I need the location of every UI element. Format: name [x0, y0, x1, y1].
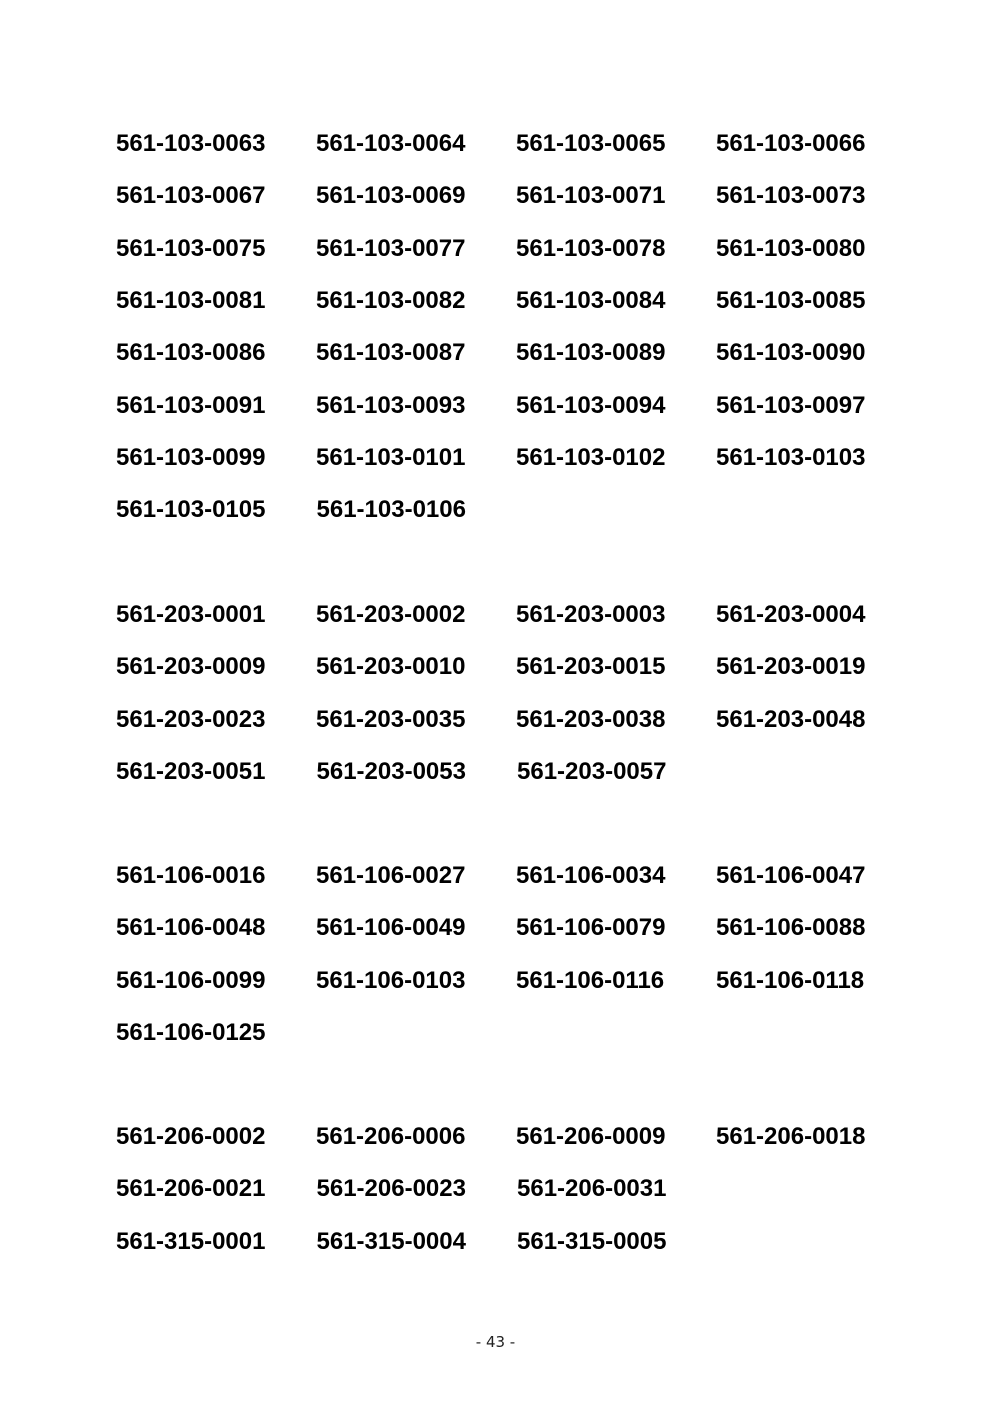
code-row	[116, 641, 916, 693]
parcel-code: 561-103-0075	[116, 234, 266, 262]
parcel-code: 561-103-0066	[716, 130, 866, 158]
parcel-code: 561-203-0038	[516, 705, 666, 733]
parcel-code: 561-103-0084	[516, 287, 666, 315]
code-row	[116, 170, 916, 222]
parcel-code: 561-103-0091	[116, 391, 266, 419]
parcel-code: 561-103-0097	[716, 391, 866, 419]
code-row	[116, 432, 916, 484]
parcel-code: 561-103-0085	[716, 287, 866, 315]
parcel-code: 561-106-0088	[716, 914, 866, 942]
parcel-code: 561-206-0009	[516, 1123, 666, 1151]
parcel-code: 561-103-0099	[116, 443, 266, 471]
parcel-code: 561-103-0102	[516, 443, 666, 471]
parcel-code: 561-103-0103	[716, 443, 866, 471]
code-row	[116, 275, 916, 327]
parcel-code: 561-103-0077	[316, 234, 466, 262]
parcel-code: 561-106-0027	[316, 862, 466, 890]
parcel-code: 561-103-0089	[516, 339, 666, 367]
code-group-561-206-315	[116, 1111, 916, 1268]
parcel-code: 561-103-0101	[316, 443, 466, 471]
code-row	[116, 902, 916, 954]
parcel-code: 561-206-0031	[517, 1175, 667, 1203]
parcel-code: 561-206-0002	[116, 1123, 266, 1151]
parcel-code: 561-315-0005	[517, 1227, 667, 1255]
parcel-code: 561-103-0065	[516, 130, 666, 158]
parcel-code: 561-203-0035	[316, 705, 466, 733]
page-number: - 43 -	[475, 1333, 516, 1351]
parcel-code: 561-203-0004	[716, 601, 866, 629]
code-row	[116, 746, 916, 798]
code-row	[116, 955, 916, 1007]
parcel-code: 561-203-0002	[316, 601, 466, 629]
parcel-code: 561-103-0105	[116, 496, 266, 524]
code-row	[116, 589, 916, 641]
parcel-code: 561-106-0034	[516, 862, 666, 890]
parcel-code: 561-203-0019	[716, 653, 866, 681]
parcel-code: 561-203-0009	[116, 653, 266, 681]
code-row	[116, 223, 916, 275]
code-group-561-203	[116, 589, 916, 798]
code-row	[116, 484, 916, 536]
parcel-code: 561-206-0023	[316, 1175, 466, 1203]
parcel-code: 561-103-0081	[116, 287, 266, 315]
parcel-code: 561-103-0071	[516, 182, 666, 210]
code-row	[116, 1163, 916, 1215]
code-row	[116, 327, 916, 379]
parcel-code: 561-106-0079	[516, 914, 666, 942]
parcel-code: 561-103-0090	[716, 339, 866, 367]
parcel-code: 561-203-0023	[116, 705, 266, 733]
parcel-code: 561-106-0125	[116, 1019, 266, 1047]
parcel-code: 561-103-0106	[316, 496, 466, 524]
parcel-code: 561-203-0010	[316, 653, 466, 681]
parcel-code: 561-106-0049	[316, 914, 466, 942]
parcel-code: 561-106-0048	[116, 914, 266, 942]
parcel-code: 561-203-0057	[517, 758, 667, 786]
parcel-code: 561-103-0078	[516, 234, 666, 262]
parcel-code: 561-103-0067	[116, 182, 266, 210]
parcel-code: 561-103-0086	[116, 339, 266, 367]
code-group-561-103	[116, 118, 916, 536]
parcel-code: 561-106-0116	[516, 966, 665, 994]
code-row	[116, 1007, 916, 1059]
parcel-code: 561-103-0082	[316, 287, 466, 315]
parcel-code: 561-206-0018	[716, 1123, 866, 1151]
parcel-code: 561-106-0047	[716, 862, 866, 890]
parcel-code: 561-206-0021	[116, 1175, 266, 1203]
code-row	[116, 850, 916, 902]
parcel-code: 561-103-0069	[316, 182, 466, 210]
code-row	[116, 694, 916, 746]
code-row	[116, 1216, 916, 1268]
parcel-code: 561-206-0006	[316, 1123, 466, 1151]
parcel-code: 561-103-0087	[316, 339, 466, 367]
parcel-code: 561-106-0099	[116, 966, 266, 994]
parcel-code: 561-203-0001	[116, 601, 266, 629]
parcel-code: 561-315-0001	[116, 1227, 266, 1255]
parcel-code: 561-203-0051	[116, 758, 266, 786]
parcel-code: 561-106-0118	[716, 966, 865, 994]
parcel-code: 561-203-0015	[516, 653, 666, 681]
code-row	[116, 118, 916, 170]
parcel-code: 561-106-0103	[316, 966, 466, 994]
parcel-code: 561-315-0004	[316, 1227, 466, 1255]
parcel-code: 561-103-0063	[116, 130, 266, 158]
parcel-code: 561-103-0094	[516, 391, 666, 419]
parcel-code: 561-103-0073	[716, 182, 866, 210]
parcel-code: 561-103-0064	[316, 130, 466, 158]
code-group-561-106	[116, 850, 916, 1059]
code-row	[116, 1111, 916, 1163]
parcel-code: 561-103-0093	[316, 391, 466, 419]
parcel-code: 561-203-0048	[716, 705, 866, 733]
code-row	[116, 379, 916, 431]
parcel-code: 561-106-0016	[116, 862, 266, 890]
parcel-code: 561-203-0053	[316, 758, 466, 786]
parcel-code: 561-103-0080	[716, 234, 866, 262]
parcel-code: 561-203-0003	[516, 601, 666, 629]
